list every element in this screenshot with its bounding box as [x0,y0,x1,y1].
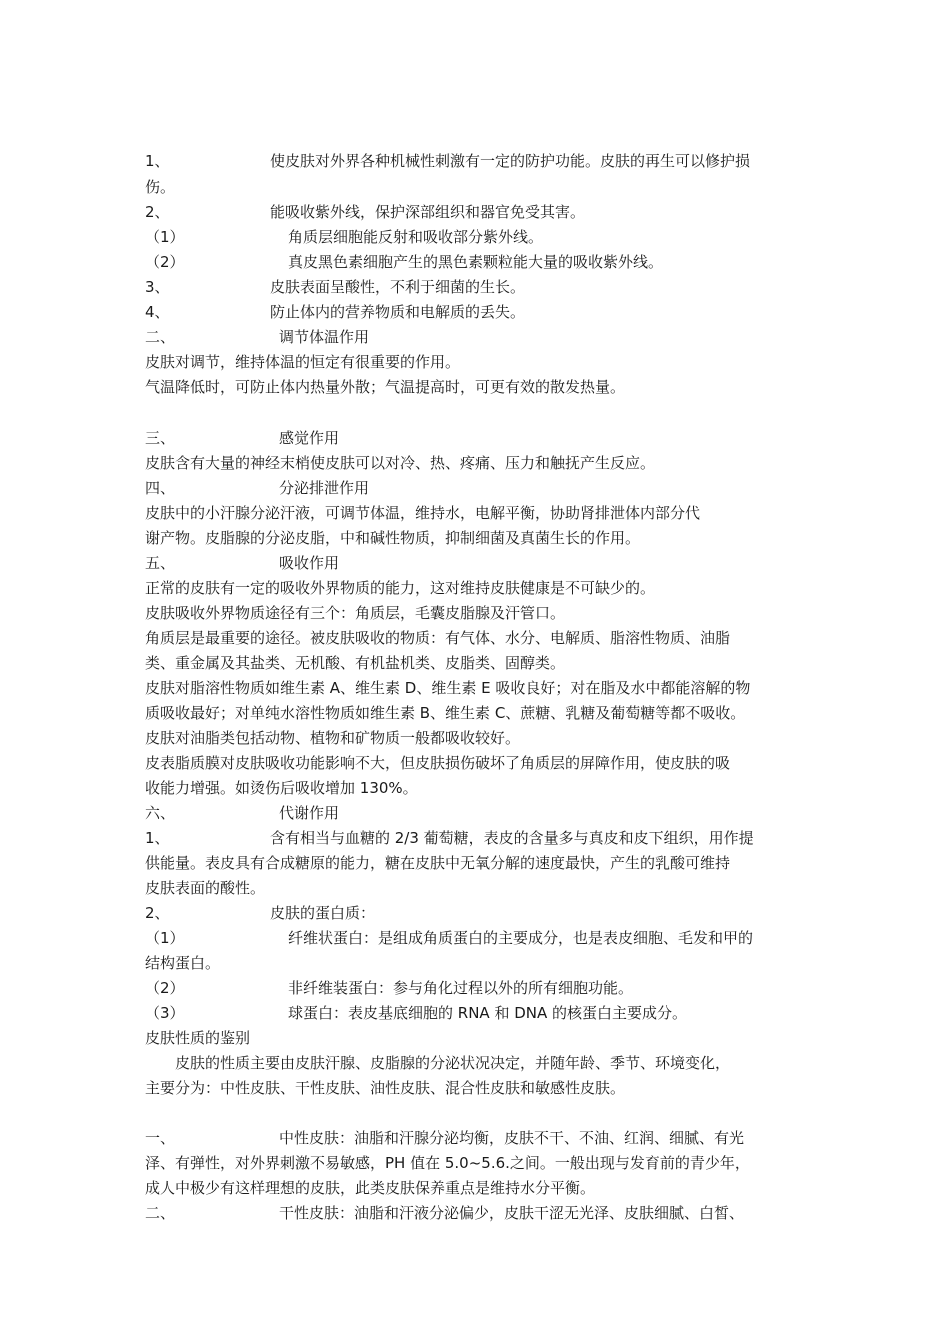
item-number: 1、 [145,829,170,847]
text-line: 泽、有弹性，对外界刺激不易敏感，PH 值在 5.0~5.6.之间。一般出现与发育前的青少年， [145,1154,750,1172]
list-item [145,202,825,222]
subsection-title: 皮肤性质的鉴别 [145,1029,251,1047]
item-text: 含有相当与血糖的 2/3 葡萄糖，表皮的含量多与真皮和皮下组织，用作提 [270,829,754,847]
text-line: 皮肤吸收外界物质途径有三个：角质层，毛囊皮脂腺及汗管口。 [145,604,566,622]
text-line: 类、重金属及其盐类、无机酸、有机盐机类、皮脂类、固醇类。 [145,654,566,672]
text-line: 供能量。表皮具有合成糖原的能力，糖在皮肤中无氧分解的速度最快，产生的乳酸可维持 [145,854,731,872]
list-item [145,151,825,171]
item-text: 纤维状蛋白：是组成角质蛋白的主要成分，也是表皮细胞、毛发和甲的 [288,929,754,947]
section-number: 二、 [145,328,176,346]
section-heading [145,327,825,347]
text-line: 皮肤对油脂类包括动物、植物和矿物质一般都吸收较好。 [145,729,521,747]
item-text: 皮肤表面呈酸性，不利于细菌的生长。 [270,278,526,296]
text-line: 角质层是最重要的途径。被皮肤吸收的物质：有气体、水分、电解质、脂溶性物质、油脂 [145,629,731,647]
text-line-indented: 皮肤的性质主要由皮肤汗腺、皮脂腺的分泌状况决定，并随年龄、季节、环境变化， [175,1054,731,1072]
list-item [145,277,825,297]
list-item [145,828,825,848]
list-item [145,302,825,322]
list-item [145,1003,825,1023]
item-text: 角质层细胞能反射和吸收部分紫外线。 [288,228,544,246]
section-title: 干性皮肤：油脂和汗液分泌偏少，皮肤干涩无光泽、皮肤细腻、白皙、 [279,1204,745,1222]
item-text: 防止体内的营养物质和电解质的丢失。 [270,303,526,321]
item-number: 2、 [145,203,170,221]
text-line: 皮肤对调节，维持体温的恒定有很重要的作用。 [145,353,461,371]
section-title: 分泌排泄作用 [279,479,370,497]
section-heading [145,1203,825,1223]
item-text: 能吸收紫外线，保护深部组织和器官免受其害。 [270,203,586,221]
section-title: 感觉作用 [279,429,340,447]
item-text: 非纤维装蛋白：参与角化过程以外的所有细胞功能。 [288,979,634,997]
section-number: 六、 [145,804,176,822]
section-heading [145,553,825,573]
list-item [145,903,825,923]
item-number: （3） [145,1004,185,1022]
text-line: 主要分为：中性皮肤、干性皮肤、油性皮肤、混合性皮肤和敏感性皮肤。 [145,1079,626,1097]
text-line: 伤。 [145,178,176,196]
text-line: 谢产物。皮脂腺的分泌皮脂，中和碱性物质，抑制细菌及真菌生长的作用。 [145,529,641,547]
list-item [145,252,825,272]
text-line: 皮表脂质膜对皮肤吸收功能影响不大，但皮肤损伤破坏了角质层的屏障作用，使皮肤的吸 [145,754,731,772]
section-number: 三、 [145,429,176,447]
item-text: 球蛋白：表皮基底细胞的 RNA 和 DNA 的核蛋白主要成分。 [288,1004,688,1022]
section-number: 二、 [145,1204,176,1222]
text-line: 皮肤含有大量的神经末梢使皮肤可以对冷、热、疼痛、压力和触抚产生反应。 [145,454,656,472]
text-line: 结构蛋白。 [145,954,221,972]
text-line: 气温降低时，可防止体内热量外散；气温提高时，可更有效的散发热量。 [145,378,626,396]
item-text: 皮肤的蛋白质： [270,904,376,922]
item-number: （2） [145,253,185,271]
item-text: 使皮肤对外界各种机械性刺激有一定的防护功能。皮肤的再生可以修护损 [270,152,751,170]
text-line: 成人中极少有这样理想的皮肤，此类皮肤保养重点是维持水分平衡。 [145,1179,596,1197]
section-title: 调节体温作用 [279,328,370,346]
section-number: 四、 [145,479,176,497]
section-heading [145,803,825,823]
item-number: （1） [145,228,185,246]
text-line: 皮肤表面的酸性。 [145,879,266,897]
text-line: 皮肤对脂溶性物质如维生素 A、维生素 D、维生素 E 吸收良好；对在脂及水中都能溶解的物 [145,679,751,697]
list-item [145,227,825,247]
section-number: 五、 [145,554,176,572]
section-heading [145,1128,825,1148]
section-number: 一、 [145,1129,176,1147]
text-line: 质吸收最好；对单纯水溶性物质如维生素 B、维生素 C、蔗糖、乳糖及葡萄糖等都不吸收。 [145,704,746,722]
item-text: 真皮黑色素细胞产生的黑色素颗粒能大量的吸收紫外线。 [288,253,664,271]
item-number: （2） [145,979,185,997]
section-title: 中性皮肤：油脂和汗腺分泌均衡，皮肤不干、不油、红润、细腻、有光 [279,1129,745,1147]
section-title: 吸收作用 [279,554,340,572]
item-number: 3、 [145,278,170,296]
item-number: 1、 [145,152,170,170]
text-line: 皮肤中的小汗腺分泌汗液，可调节体温，维持水，电解平衡，协助肾排泄体内部分代 [145,504,701,522]
section-title: 代谢作用 [279,804,340,822]
text-line: 收能力增强。如烫伤后吸收增加 130%。 [145,779,418,797]
text-line: 正常的皮肤有一定的吸收外界物质的能力，这对维持皮肤健康是不可缺少的。 [145,579,656,597]
list-item [145,978,825,998]
item-number: 4、 [145,303,170,321]
section-heading [145,428,825,448]
item-number: 2、 [145,904,170,922]
item-number: （1） [145,929,185,947]
list-item [145,928,825,948]
section-heading [145,478,825,498]
